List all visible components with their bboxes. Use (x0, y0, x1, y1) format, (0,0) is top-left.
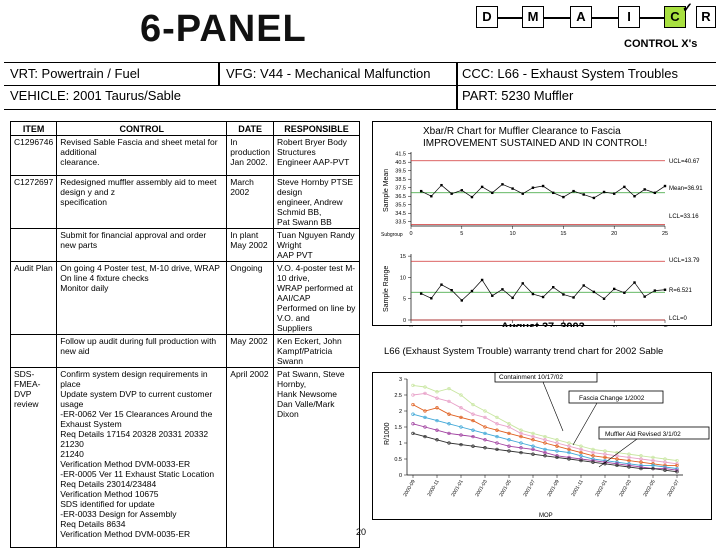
cell-line: Update system DVP to current customer usage (60, 389, 213, 409)
cell-line: April 2002 (230, 369, 269, 379)
x-tick-label: 15 (560, 231, 567, 237)
data-point (471, 290, 473, 292)
y-tick-label: 40.5 (395, 160, 406, 167)
check-icon: ✓ (682, 0, 693, 15)
data-point (440, 184, 442, 186)
ucl-label: UCL=40.67 (669, 159, 700, 165)
cell-line: Follow up audit during full production with new aid (60, 336, 217, 356)
y-tick-label: 41.5 (395, 151, 406, 158)
data-point (613, 192, 615, 194)
data-point (542, 185, 544, 187)
data-point (633, 195, 635, 197)
item-cell (11, 262, 57, 335)
annotation-arrow (573, 403, 597, 445)
cell-line: engineer, Andrew Schmid BB, (277, 197, 343, 217)
data-point (420, 292, 422, 294)
data-point (511, 297, 513, 299)
warranty-trend-chart (373, 373, 713, 521)
data-point (461, 189, 463, 191)
table-row (11, 368, 360, 548)
xbar-r-chart (373, 122, 713, 327)
data-point (522, 282, 524, 284)
annotation-arrow (543, 382, 563, 431)
data-point (654, 289, 656, 291)
cell-line: Engineer AAP-PVT (277, 157, 350, 167)
cell-line: Pat Swann, Steve Hornby, (277, 369, 345, 389)
vfg-label: VFG: V44 - Mechanical Malfunction (226, 66, 431, 81)
y-tick-label: 34.5 (395, 211, 406, 218)
data-point (481, 279, 483, 281)
data-point (643, 188, 645, 190)
control-cell (57, 262, 227, 335)
ccc-label: CCC: L66 - Exhaust System Troubles (462, 66, 679, 81)
cell-line: -ER-0005 Ver 11 Exhaust Static Location (60, 469, 215, 479)
data-point (542, 296, 544, 298)
annotation-muffler-aid: Muffler Aid Revised 3/1/02 (605, 431, 681, 438)
table-row (11, 136, 360, 176)
data-point (562, 196, 564, 198)
part-label: PART: 5230 Muffler (462, 88, 574, 103)
control-cell (57, 335, 227, 368)
y-tick-label: 0 (398, 473, 402, 479)
cell-line: In plant (230, 230, 259, 240)
control-action-table (10, 121, 360, 548)
cell-line: Kampf/Patricia Swann (277, 346, 333, 366)
y-tick-label: 35.5 (395, 202, 406, 209)
table-row (11, 176, 360, 229)
cell-line: clearance. (60, 157, 100, 167)
cell-line: May 2002 (230, 336, 268, 346)
y-tick-label: 10 (399, 275, 406, 282)
data-point (664, 289, 666, 291)
data-point (481, 186, 483, 188)
x-axis-label-subgroup: Subgroup (381, 232, 403, 238)
table-header-row (11, 122, 360, 136)
control-xs-label: CONTROL X's (624, 38, 698, 50)
item-cell (11, 229, 57, 262)
date-cell (227, 335, 274, 368)
data-point (471, 196, 473, 198)
step-analyze: A (570, 6, 592, 28)
data-point (511, 187, 513, 189)
cell-line: WRAP performed at AAI/CAP (277, 283, 353, 303)
date-cell (227, 368, 274, 548)
cell-line: Monitor daily (60, 283, 109, 293)
cell-line: Revised Sable Fascia and sheet metal for additional (60, 137, 218, 157)
data-point (420, 190, 422, 192)
item-cell (11, 136, 57, 176)
x-tick-label: 2000-11 (426, 479, 441, 498)
data-point (532, 293, 534, 295)
cell-line: SDS identified for update (60, 499, 155, 509)
column-header-control: CONTROL (57, 122, 227, 136)
x-tick-label: 2001-03 (474, 479, 489, 498)
cell-line: Confirm system design requirements in place (60, 369, 208, 389)
y-tick-label: 37.5 (395, 185, 406, 192)
table-row (11, 229, 360, 262)
data-point (603, 298, 605, 300)
data-point (664, 185, 666, 187)
vehicle-label: VEHICLE: 2001 Taurus/Sable (10, 88, 182, 103)
y-tick-label: 1 (398, 441, 402, 447)
chart1-title: Xbar/R Chart for Muffler Clearance to Fascia (423, 126, 621, 137)
lcl-label: LCL=33.16 (669, 214, 699, 220)
y-tick-label: 2 (398, 409, 402, 415)
data-point (450, 289, 452, 291)
cell-line: Suppliers (277, 323, 313, 333)
cell-line: 21240 (60, 449, 84, 459)
responsible-cell (274, 229, 360, 262)
data-point (593, 197, 595, 199)
x-tick-label (560, 325, 566, 327)
x-tick-label: 0 (409, 231, 413, 237)
cell-line: Req Details 23014/23484 (60, 479, 157, 489)
y-axis-label-mean: Sample Mean (383, 168, 390, 212)
chart1-subtitle: IMPROVEMENT SUSTAINED AND IN CONTROL! (423, 138, 648, 149)
data-point (654, 192, 656, 194)
cell-line: Robert Bryer Body Structures (277, 137, 347, 157)
cell-line: Jan 2002. (230, 157, 268, 167)
cell-text: SDS-FMEA- DVP review (14, 369, 41, 409)
cell-line: In (230, 137, 238, 147)
control-cell (57, 229, 227, 262)
data-point (603, 191, 605, 193)
cell-line: On line 4 fixture checks (60, 273, 149, 283)
data-point (562, 293, 564, 295)
data-point (501, 183, 503, 185)
data-point (633, 281, 635, 283)
x-tick-label: 10 (509, 231, 516, 237)
date-cell (227, 136, 274, 176)
xbar-r-chart-panel (372, 121, 712, 326)
cell-line: AAP PVT (277, 250, 313, 260)
chart1-date: August 27, 2002 (501, 321, 585, 327)
cell-line: production (230, 147, 270, 157)
x-tick-label (460, 325, 463, 327)
cell-line: Redesigned muffler assembly aid to meet design y and z (60, 177, 217, 197)
x-tick-label: 2000-09 (402, 479, 417, 498)
lcl-range-label: LCL=0 (669, 316, 687, 322)
warranty-trend-chart-panel (372, 372, 712, 520)
data-point (552, 192, 554, 194)
cell-line: Pat Swann BB (277, 217, 332, 227)
cell-line: Ongoing (230, 263, 263, 273)
x-tick-label: 25 (661, 231, 669, 237)
item-cell (11, 176, 57, 229)
mean-label: Mean=36.91 (669, 186, 703, 192)
y-tick-label: 0 (402, 318, 406, 324)
data-point (491, 192, 493, 194)
cell-text: C1296746 (14, 137, 54, 147)
y-tick-label: 0.5 (394, 457, 402, 463)
y-tick-label: 3 (398, 377, 402, 383)
data-point (643, 295, 645, 297)
x-tick-label: 2002-01 (594, 479, 609, 498)
x-tick-label (510, 325, 516, 327)
data-point (532, 187, 534, 189)
info-row-2 (4, 86, 716, 110)
responsible-cell (274, 335, 360, 368)
y-tick-label: 5 (402, 296, 406, 303)
item-cell (11, 335, 57, 368)
y-tick-label: 33.5 (395, 219, 406, 226)
page-number: 20 (356, 527, 367, 537)
data-point (593, 291, 595, 293)
cell-line: Verification Method DVM-0035-ER (60, 529, 191, 539)
data-point (583, 193, 585, 195)
cell-line: Tuan Nguyen Randy Wright (277, 230, 355, 250)
x-tick-label: 2001-11 (570, 479, 585, 498)
control-cell (57, 136, 227, 176)
cell-line: March 2002 (230, 177, 254, 197)
data-point (501, 288, 503, 290)
x-tick-label: 2002-05 (642, 479, 657, 498)
y-tick-label: 1.5 (394, 425, 402, 431)
responsible-cell (274, 136, 360, 176)
x-tick-label: 5 (460, 231, 464, 237)
data-point (613, 288, 615, 290)
x-tick-label: 2001-05 (498, 479, 513, 498)
y-tick-label: 39.5 (395, 168, 406, 175)
control-cell (57, 368, 227, 548)
y-axis-label-range: Sample Range (383, 265, 390, 312)
cell-line: -ER-0062 Ver 15 Clearances Around the Exhaust System (60, 409, 213, 429)
annotation-containment: Containment 10/17/02 (499, 374, 563, 381)
cell-line: Ken Eckert, John (277, 336, 342, 346)
data-point (583, 284, 585, 286)
info-row-1 (4, 62, 716, 86)
data-point (430, 195, 432, 197)
data-point (491, 295, 493, 297)
x-tick-label: 20 (611, 231, 618, 237)
column-header-item: ITEM (11, 122, 57, 136)
item-cell (11, 368, 57, 548)
responsible-cell (274, 262, 360, 335)
data-point (461, 299, 463, 301)
y-tick-label: 2.5 (394, 393, 402, 399)
responsible-cell (274, 176, 360, 229)
vrt-label: VRT: Powertrain / Fuel (10, 66, 140, 81)
x-tick-label: 2002-03 (618, 479, 633, 498)
y-tick-label: 15 (399, 254, 406, 261)
x-tick-label (409, 325, 412, 327)
cell-line: V.O. 4-poster test M-10 drive, (277, 263, 356, 283)
step-control: C (664, 6, 686, 28)
x-tick-label: 2001-09 (546, 479, 561, 498)
control-cell (57, 176, 227, 229)
cell-line: Verification Method DVM-0033-ER (60, 459, 191, 469)
x-tick-label (662, 325, 668, 327)
cell-line: On going 4 Poster test, M-10 drive, WRAP (60, 263, 220, 273)
ucl-range-label: UCL=13.79 (669, 258, 700, 264)
x-tick-label: 2001-01 (450, 479, 465, 498)
responsible-cell (274, 368, 360, 548)
cell-line: May 2002 (230, 240, 268, 250)
step-define: D (476, 6, 498, 28)
x-tick-label (611, 325, 617, 327)
column-header-date: DATE (227, 122, 274, 136)
data-point (623, 292, 625, 294)
cell-line: Req Details 17154 20328 20331 20332 21230 (60, 429, 209, 449)
cell-line: Submit for financial approval and order new parts (60, 230, 207, 250)
x-tick-label: 2001-07 (522, 479, 537, 498)
rbar-label: R=6.521 (669, 288, 692, 294)
cell-line: Performed on line by V.O. and (277, 303, 356, 323)
x-tick-label: 2002-07 (666, 479, 681, 498)
cell-line: Req Details 8634 (60, 519, 126, 529)
cell-line: Steve Hornby PTSE design (277, 177, 354, 197)
x-axis-label-mop: MOP (539, 513, 553, 519)
step-improve: I (618, 6, 640, 28)
date-cell (227, 176, 274, 229)
cell-text: Audit Plan (14, 263, 53, 273)
y-tick-label: 36.5 (395, 194, 406, 201)
table-row (11, 335, 360, 368)
cell-text: C1272697 (14, 177, 54, 187)
data-point (440, 283, 442, 285)
date-cell (227, 262, 274, 335)
data-point (572, 190, 574, 192)
y-axis-label-r1000: R/1000 (384, 422, 391, 445)
warranty-chart-title: L66 (Exhaust System Trouble) warranty trend chart for 2002 Sable (384, 346, 664, 357)
page-title: 6-PANEL (140, 8, 307, 50)
y-tick-label: 38.5 (395, 177, 406, 184)
annotation-fascia-change: Fascia Change 1/2002 (579, 395, 645, 402)
data-point (572, 296, 574, 298)
table-row (11, 262, 360, 335)
column-header-responsible: RESPONSIBLE (274, 122, 360, 136)
cell-line: Dan Valle/Mark Dixon (277, 399, 335, 419)
step-recognize: R (696, 6, 716, 28)
data-point (450, 192, 452, 194)
data-point (430, 297, 432, 299)
data-point (552, 286, 554, 288)
cell-line: -ER-0033 Design for Assembly (60, 509, 177, 519)
date-cell (227, 229, 274, 262)
data-point (623, 186, 625, 188)
cell-line: Verification Method 10675 (60, 489, 159, 499)
data-point (522, 192, 524, 194)
cell-line: specification (60, 197, 108, 207)
step-measure: M (522, 6, 544, 28)
cell-line: Hank Newsome (277, 389, 337, 399)
